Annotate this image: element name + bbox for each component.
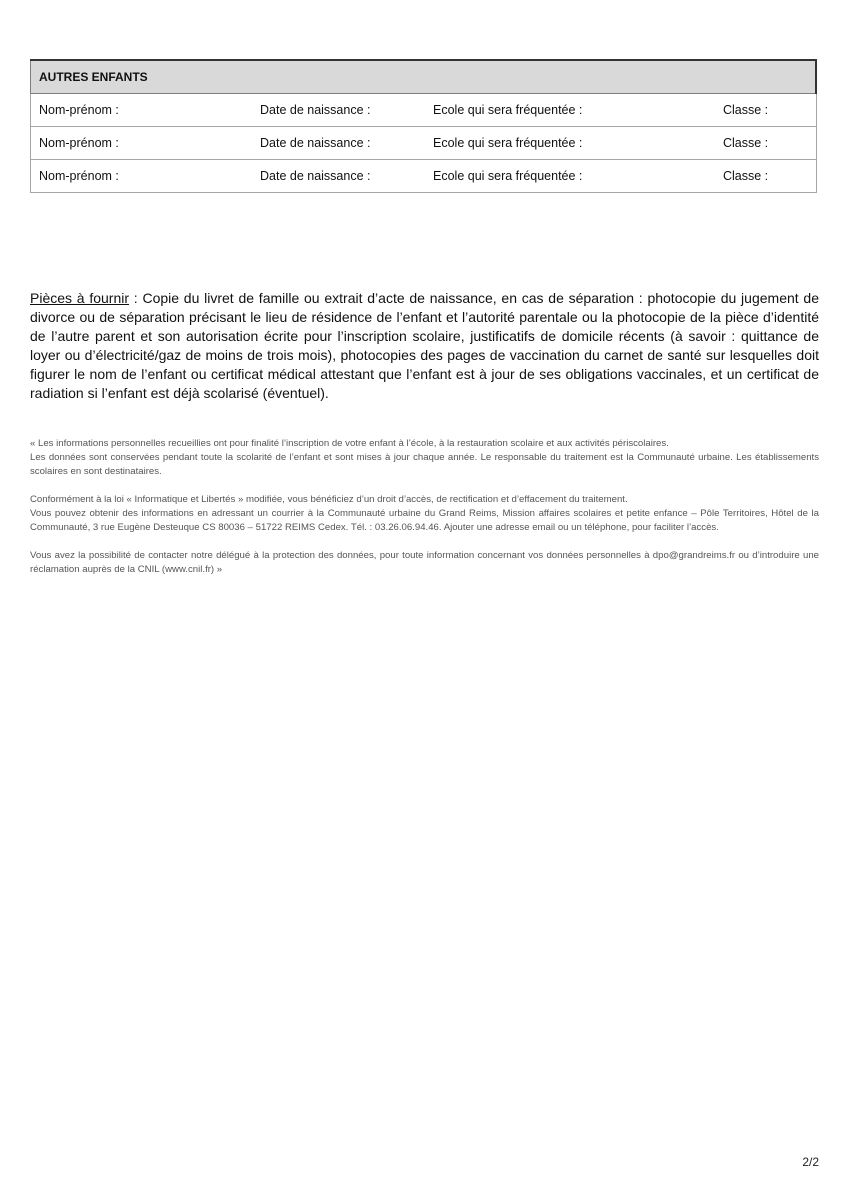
name-field-label[interactable]: Nom-prénom : xyxy=(31,94,253,127)
privacy-rights-text: Conformément à la loi « Informatique et Libertés » modifiée, vous bénéficiez d’un droit d’accès, de rectification et d’effacement du traitement. xyxy=(30,494,628,505)
table-header: AUTRES ENFANTS xyxy=(31,60,817,94)
required-documents-text: : Copie du livret de famille ou extrait d’acte de naissance, en cas de séparation : photocopie du jugement de divorce ou de séparation précisant le lieu de résidence de l’enfant et l’autorité parentale ou la photocopie de la pièce d’identité de l’autre parent et son autorisation écrite pour l’inscription scolaire, justificatifs de domicile récents (à savoir : quittance de loyer ou d’électricité/gaz de moins de trois mois), photocopies des pages de vaccination du carnet de santé sur lesquelles doit figurer le nom de l’enfant ou certificat médical attestant que l’enfant est à jour de ses obligations vaccinales, et un certificat de radiation si l’enfant est déjà scolarisé (éventuel). xyxy=(30,290,819,402)
table-row xyxy=(31,94,817,127)
other-children-table xyxy=(30,59,817,193)
class-field-label[interactable]: Classe : xyxy=(715,160,816,193)
name-field-label[interactable]: Nom-prénom : xyxy=(31,160,253,193)
privacy-retention-text: Les données sont conservées pendant toute la scolarité de l’enfant et sont mises à jour chaque année. Le responsable du traitement est la Communauté urbaine. Les établissements scolaires en sont destinataires. xyxy=(30,452,819,477)
privacy-contact-text: Vous pouvez obtenir des informations en adressant un courrier à la Communauté urbaine du Grand Reims, Mission affaires scolaires et petite enfance – Pôle Territoires, Hôtel de la Communauté, 3 rue Eugène Desteuque CS 80036 – 51722 REIMS Cedex. Tél. : 03.26.06.94.46. Ajouter une adresse email ou un téléphone, pour faciliter l’accès. xyxy=(30,508,819,533)
school-field-label[interactable]: Ecole qui sera fréquentée : xyxy=(425,127,715,160)
table-header-row xyxy=(31,60,817,94)
name-field-label[interactable]: Nom-prénom : xyxy=(31,127,253,160)
privacy-purpose-text: « Les informations personnelles recueillies ont pour finalité l’inscription de votre enfant à l’école, à la restauration scolaire et aux activités périscolaires. xyxy=(30,438,669,449)
school-field-label[interactable]: Ecole qui sera fréquentée : xyxy=(425,94,715,127)
birthdate-field-label[interactable]: Date de naissance : xyxy=(252,160,425,193)
class-field-label[interactable]: Classe : xyxy=(715,127,816,160)
privacy-notice-purpose xyxy=(30,437,819,479)
class-field-label[interactable]: Classe : xyxy=(715,94,816,127)
birthdate-field-label[interactable]: Date de naissance : xyxy=(252,127,425,160)
table-row xyxy=(31,127,817,160)
other-children-table-section xyxy=(30,59,817,193)
school-field-label[interactable]: Ecole qui sera fréquentée : xyxy=(425,160,715,193)
privacy-notice-rights xyxy=(30,493,819,535)
required-documents-paragraph xyxy=(30,289,819,404)
table-row xyxy=(31,160,817,193)
required-documents-label: Pièces à fournir xyxy=(30,290,130,306)
privacy-notice-dpo xyxy=(30,549,819,577)
privacy-dpo-text: Vous avez la possibilité de contacter notre délégué à la protection des données, pour toute information concernant vos données personnelles à dpo@grandreims.fr ou d’introduire une réclamation auprès de la CNIL (www.cnil.fr) » xyxy=(30,550,819,575)
birthdate-field-label[interactable]: Date de naissance : xyxy=(252,94,425,127)
page-number: 2/2 xyxy=(802,1155,819,1169)
